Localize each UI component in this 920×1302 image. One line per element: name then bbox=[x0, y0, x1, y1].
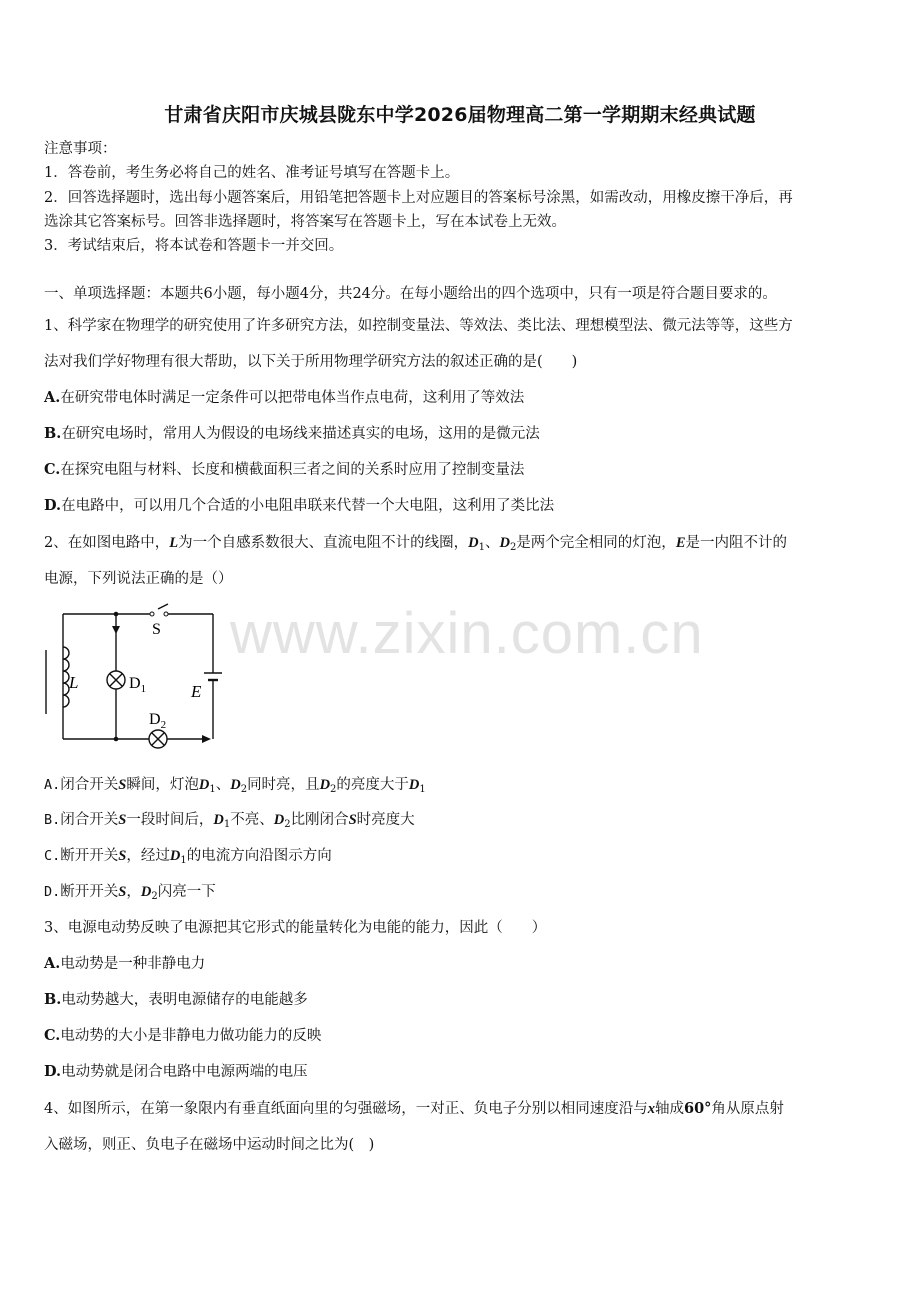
watermark: www.zixin.com.cn bbox=[230, 601, 704, 666]
label-d2: $D_2$ bbox=[149, 711, 167, 731]
q1-option-b: B.在研究电场时，常用人为假设的电场线来描述真实的电场，这用的是微元法 bbox=[44, 425, 540, 442]
q3-option-d: D.电动势就是闭合电路中电源两端的电压 bbox=[44, 1063, 308, 1080]
junction-bottom bbox=[114, 737, 119, 742]
q1-option-d: D.在电路中，可以用几个合适的小电阻串联来代替一个大电阻，这利用了类比法 bbox=[44, 497, 555, 514]
circuit-diagram bbox=[36, 602, 226, 752]
q3-option-a: A.电动势是一种非静电力 bbox=[44, 955, 206, 972]
label-switch: S bbox=[152, 621, 161, 638]
q4-stem-line1: 4、如图所示，在第一象限内有垂直纸面向里的匀强磁场，一对正、负电子分别以相同速度沿与x轴成60°角从原点射 bbox=[44, 1100, 784, 1117]
label-d1: $D_1$ bbox=[129, 675, 147, 695]
label-source: E bbox=[191, 682, 202, 701]
q2-stem-line1: 2、在如图电路中，L为一个自感系数很大、直流电阻不计的线圈，$D_1$、$D_2$是两个完全相同的灯泡，E是一内阻不计的 bbox=[44, 535, 787, 553]
current-arrow-right bbox=[202, 735, 211, 743]
q1-option-a: A.在研究带电体时满足一定条件可以把带电体当作点电荷，这利用了等效法 bbox=[44, 389, 525, 406]
q1-stem-line1: 1、科学家在物理学的研究使用了许多研究方法，如控制变量法、等效法、类比法、理想模型法、微元法等等，这些方 bbox=[44, 318, 793, 334]
q3-option-b: B.电动势越大，表明电源储存的电能越多 bbox=[44, 991, 308, 1008]
junction-top bbox=[114, 612, 119, 617]
q3-option-c: C.电动势的大小是非静电力做功能力的反映 bbox=[44, 1027, 322, 1044]
q2-option-d: D.断开开关S，$D_2$闪亮一下 bbox=[44, 884, 216, 902]
notice-item-1: 1．答卷前，考生务必将自己的姓名、准考证号填写在答题卡上。 bbox=[44, 165, 460, 181]
q4-stem-line2: 入磁场，则正、负电子在磁场中运动时间之比为( ) bbox=[44, 1137, 375, 1153]
switch-contact-left bbox=[150, 612, 154, 616]
q3-stem: 3、电源电动势反映了电源把其它形式的能量转化为电能的能力，因此（ ） bbox=[44, 920, 547, 936]
q1-option-c: C.在探究电阻与材料、长度和横截面积三者之间的关系时应用了控制变量法 bbox=[44, 461, 525, 478]
label-inductor: L bbox=[69, 673, 79, 692]
switch-blade bbox=[158, 604, 168, 609]
q2-option-b: B.闭合开关S一段时间后，$D_1$不亮、$D_2$比刚闭合S时亮度大 bbox=[44, 812, 415, 830]
current-arrow-down bbox=[112, 626, 120, 634]
q1-stem-line2: 法对我们学好物理有很大帮助，以下关于所用物理学研究方法的叙述正确的是( ) bbox=[44, 354, 578, 370]
notice-heading: 注意事项： bbox=[44, 141, 117, 157]
switch-contact-right bbox=[164, 612, 168, 616]
notice-item-3: 3．考试结束后，将本试卷和答题卡一并交回。 bbox=[44, 238, 344, 254]
q2-option-c: C.断开开关S，经过$D_1$的电流方向沿图示方向 bbox=[44, 848, 332, 866]
notice-item-2: 2．回答选择题时，选出每小题答案后，用铅笔把答题卡上对应题目的答案标号涂黑，如需改动，用橡皮擦干净后，再 bbox=[44, 190, 793, 206]
notice-item-2-cont: 选涂其它答案标号。回答非选择题时，将答案写在答题卡上，写在本试卷上无效。 bbox=[44, 214, 566, 230]
page-title: 甘肃省庆阳市庆城县陇东中学2026届物理高二第一学期期末经典试题 bbox=[164, 104, 756, 126]
q2-stem-line2: 电源，下列说法正确的是（） bbox=[44, 571, 233, 587]
section-heading: 一、单项选择题：本题共6小题，每小题4分，共24分。在每小题给出的四个选项中，只有一项是符合题目要求的。 bbox=[44, 286, 777, 302]
q2-option-a: A.闭合开关S瞬间，灯泡$D_1$、$D_2$同时亮，且$D_2$的亮度大于$D_1$ bbox=[44, 777, 426, 795]
